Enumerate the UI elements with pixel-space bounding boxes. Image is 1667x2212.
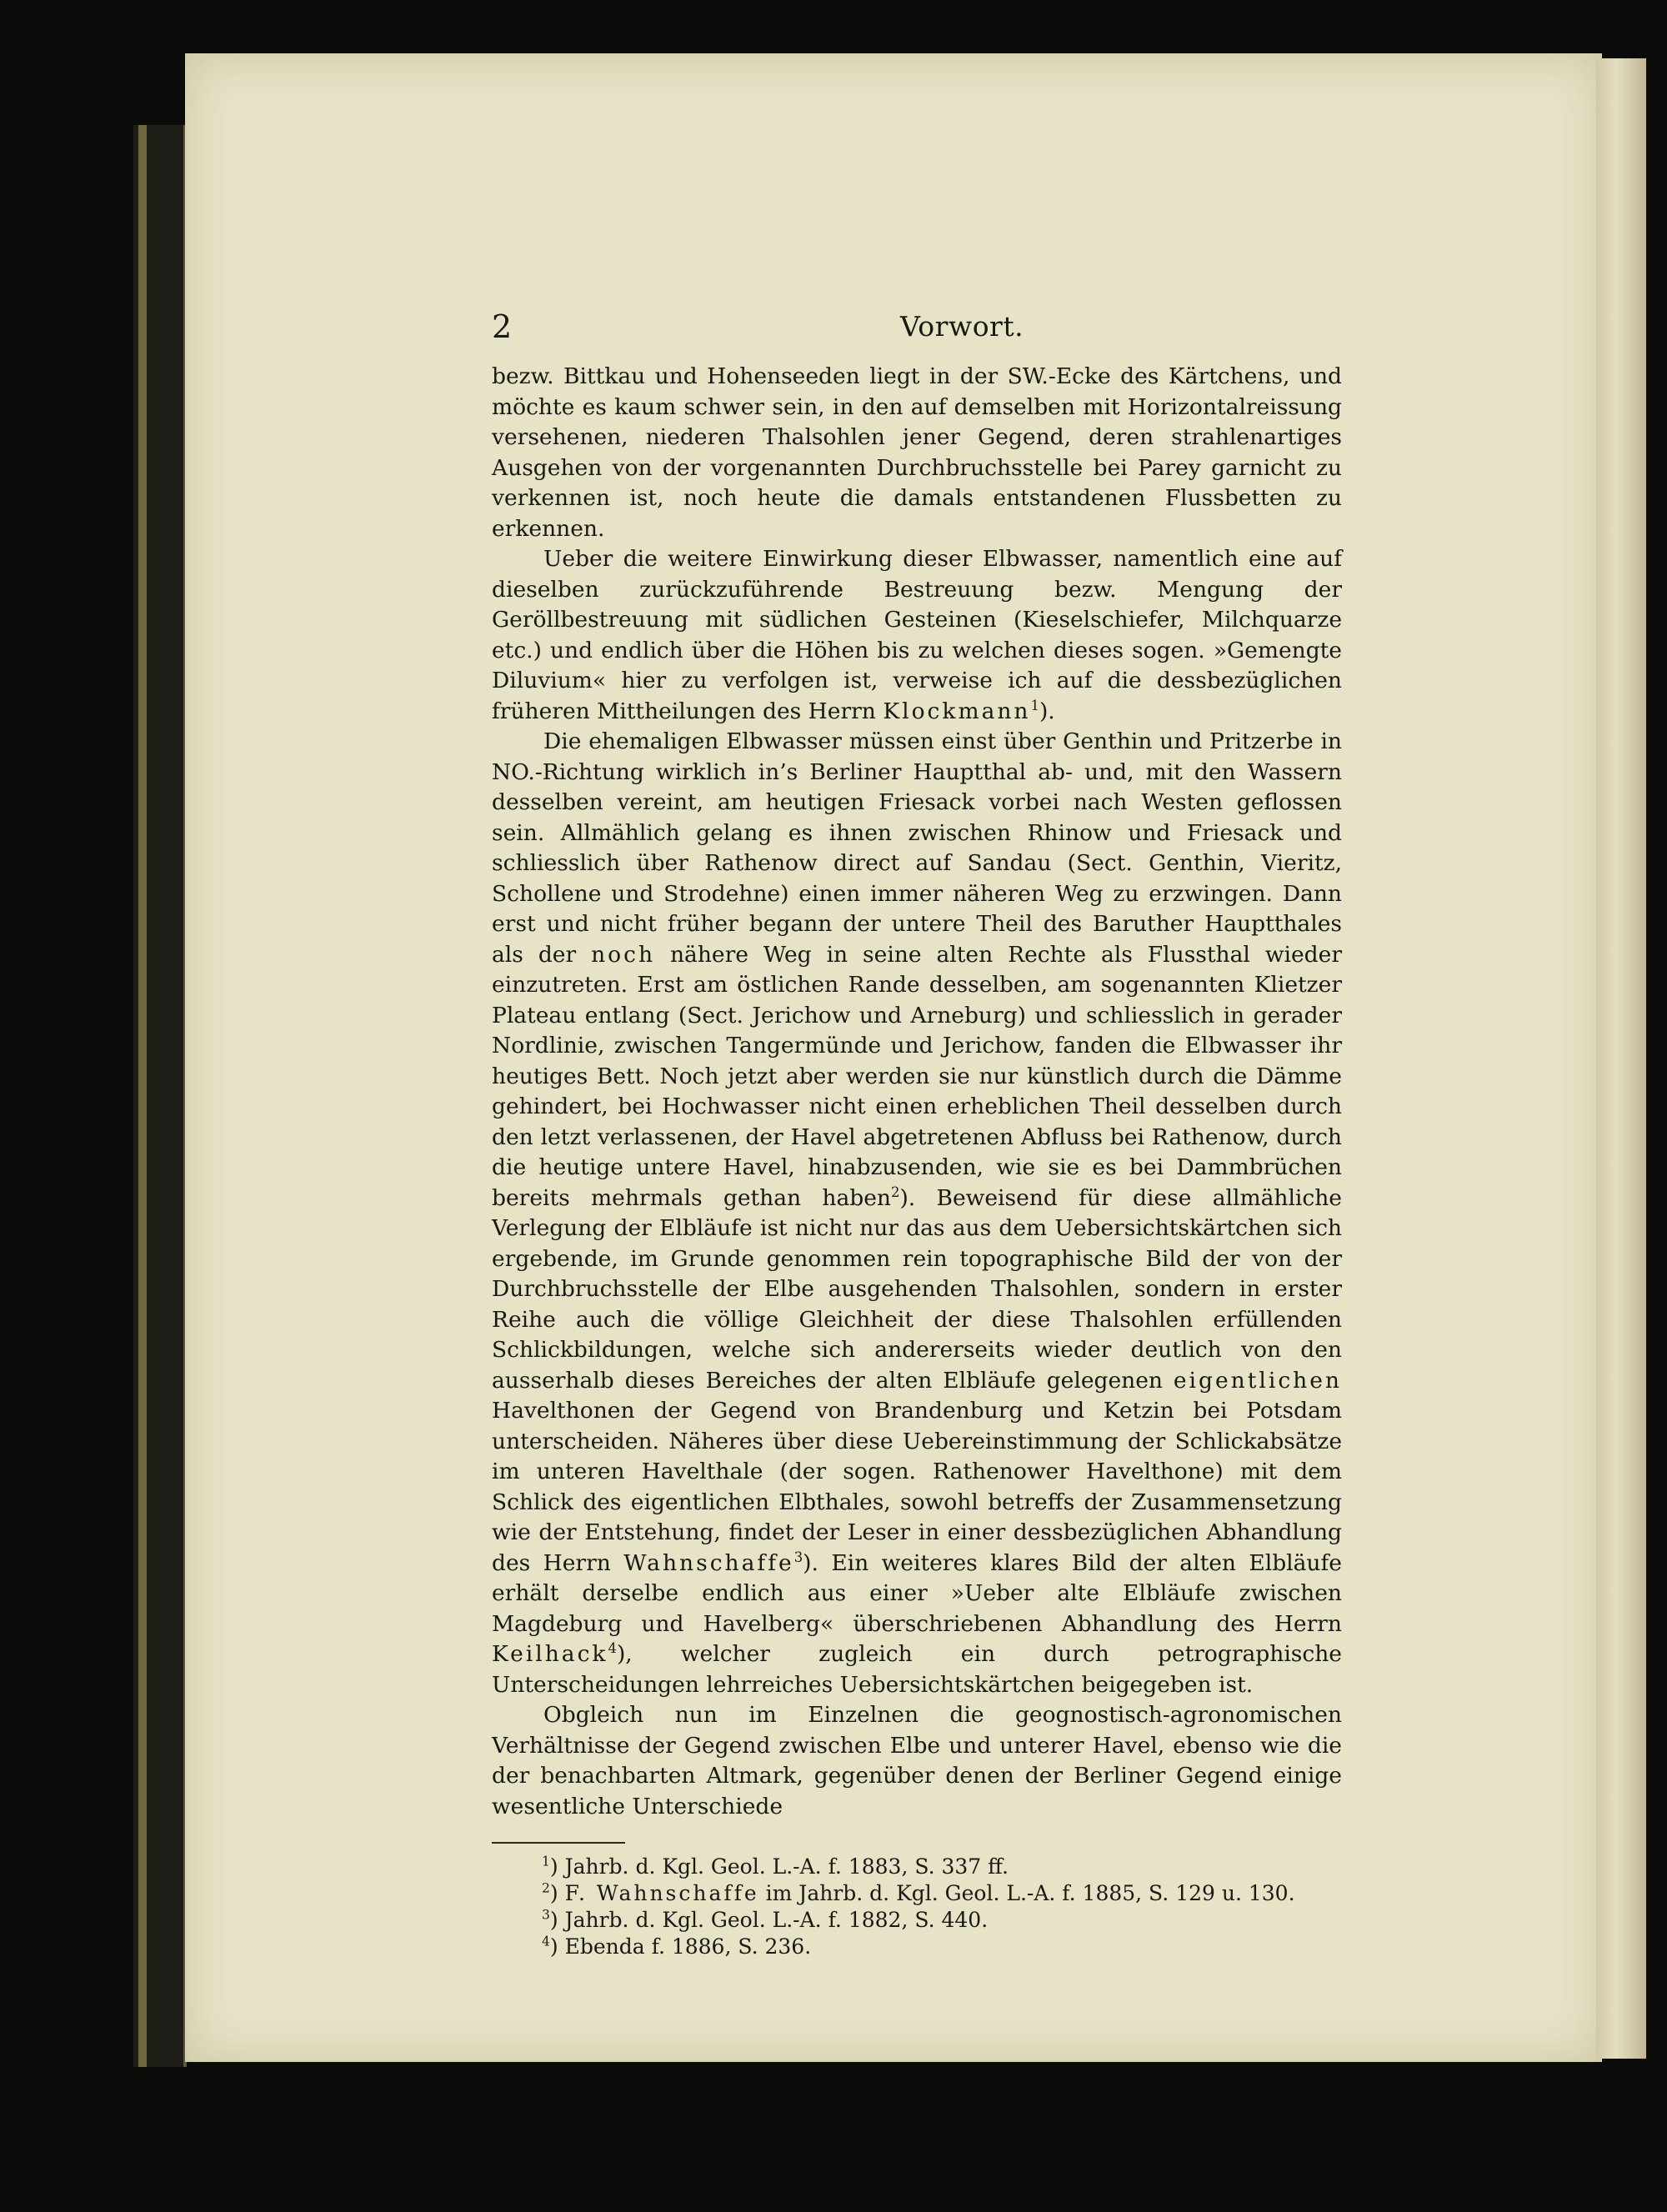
footnote: $^4$) Ebenda f. 1886, S. 236.	[542, 1934, 812, 1959]
spine-gilt-edge	[138, 125, 147, 2067]
footnotes	[492, 1854, 1342, 1960]
author-name: Wahnschaffe	[623, 1549, 794, 1576]
footnote-marker: 2	[542, 1880, 550, 1896]
paragraph: Die ehemaligen Elbwasser müssen einst über Genthin und Pritzerbe in NO.-Richtung wirklich in’s Berliner Hauptthal ab- und, mit den Wassern desselben vereint, am heutigen Friesack vorbei nach Westen geflossen sein. Allmählich gelang es ihnen zwischen Rhinow und Friesack und schliesslich über Rathenow direct auf Sandau (Sect. Genthin, Vieritz, Schollene und Strodehne) einen immer näheren Weg zu erzwingen. Dann erst und nicht früher begann der untere Theil des Baruther Hauptthales als der noch nähere Weg in seine alten Rechte als Flussthal wieder einzutreten. Erst am östlichen Rande desselben, am sogenannten Klietzer Plateau entlang (Sect. Jerichow und Arneburg) und schliesslich in gerader Nordlinie, zwischen Tangermünde und Jerichow, fanden die Elbwasser ihr heutiges Bett. Noch jetzt aber werden sie nur künstlich durch die Dämme gehindert, bei Hochwasser nicht einen erheblichen Theil desselben durch den letzt verlassenen, der Havel abgetretenen Abfluss bei Rathenow, durch die heutige untere Havel, hinabzusenden, wie sie es bei Dammbrüchen bereits mehrmals gethan haben$^2$). Beweisend für diese allmähliche Verlegung der Elbläufe ist nicht nur das aus dem Uebersichtskärtchen sich ergebende, im Grunde genommen rein topographische Bild der von der Durchbruchsstelle der Elbe ausgehenden Thalsohlen, sondern in erster Reihe auch die völlige Gleichheit der diese Thalsohlen erfüllenden Schlickbildungen, welche sich andererseits wieder deutlich von den ausserhalb dieses Bereiches der alten Elbläufe gelegenen eigentlichen Havelthonen der Gegend von Brandenburg und Ketzin bei Potsdam unterscheiden. Näheres über diese Uebereinstimmung der Schlickabsätze im unteren Havelthale (der sogen. Rathenower Havelthone) mit dem Schlick des eigentlichen Elbthales, sowohl betreffs der Zusammensetzung wie der Entstehung, findet der Leser in einer dessbezüglichen Abhandlung des Herrn Wahnschaffe$^3$). Ein weiteres klares Bild der alten Elbläufe erhält derselbe endlich aus einer »Ueber alte Elbläufe zwischen Magdeburg und Havelberg« überschriebenen Abhandlung des Herrn Keilhack$^4$), welcher zugleich ein durch petrographische Unterscheidungen lehrreiches Uebersichtskärtchen beigegeben ist.	[492, 728, 1342, 1698]
paragraph: Obgleich nun im Einzelnen die geognostisch-agronomischen Verhältnisse der Gegend zwischen Elbe und unterer Havel, ebenso wie die der benachbarten Altmark, gegenüber denen der Berliner Gegend einige wesentliche Unterschiede	[492, 1702, 1342, 1819]
body-text	[492, 362, 1342, 1822]
footnote-marker: 4	[542, 1934, 550, 1949]
page-header	[492, 307, 1342, 347]
page-curled-edge	[1596, 58, 1646, 2059]
running-head: Vorwort.	[900, 310, 1024, 343]
footnote-marker: 1	[542, 1854, 550, 1869]
emphasis: eigentlichen	[1173, 1367, 1342, 1394]
author-name: Keilhack	[492, 1641, 608, 1667]
paragraph: Ueber die weitere Einwirkung dieser Elbwasser, namentlich eine auf dieselben zurückzuführende Bestreuung bezw. Mengung der Geröllbestreuung mit südlichen Gesteinen (Kieselschiefer, Milchquarze etc.) und endlich über die Höhen bis zu welchen dieses sogen. »Gemengte Diluvium« hier zu verfolgen ist, verweise ich auf die dessbezüglichen früheren Mittheilungen des Herrn Klockmann$^1$).	[492, 546, 1342, 724]
footnote-marker: 3	[542, 1907, 550, 1923]
footnote-ref: 3	[793, 1549, 803, 1565]
footnote-ref: 4	[608, 1640, 617, 1657]
author-name: Klockmann	[883, 698, 1031, 724]
footnote: $^1$) Jahrb. d. Kgl. Geol. L.-A. f. 1883, S. 337 ff.	[542, 1854, 1009, 1879]
author-name: F. Wahnschaffe	[564, 1881, 759, 1905]
emphasis: noch	[591, 941, 656, 968]
footnote: $^2$) F. Wahnschaffe im Jahrb. d. Kgl. Geol. L.-A. f. 1885, S. 129 u. 130.	[542, 1880, 1295, 1905]
footnote: $^3$) Jahrb. d. Kgl. Geol. L.-A. f. 1882, S. 440.	[542, 1907, 989, 1932]
footnote-ref: 2	[891, 1184, 900, 1200]
page-content	[492, 307, 1342, 1960]
footnote-divider	[492, 1842, 625, 1844]
footnote-ref: 1	[1030, 697, 1039, 713]
page-number: 2	[492, 308, 513, 345]
paragraph: bezw. Bittkau und Hohenseeden liegt in der SW.-Ecke des Kärtchens, und möchte es kaum schwer sein, in den auf demselben mit Horizontalreissung versehenen, niederen Thalsohlen jener Gegend, deren strahlenartiges Ausgehen von der vorgenannten Durchbruchsstelle bei Parey garnicht zu verkennen ist, noch heute die damals entstandenen Flussbetten zu erkennen.	[492, 363, 1342, 542]
